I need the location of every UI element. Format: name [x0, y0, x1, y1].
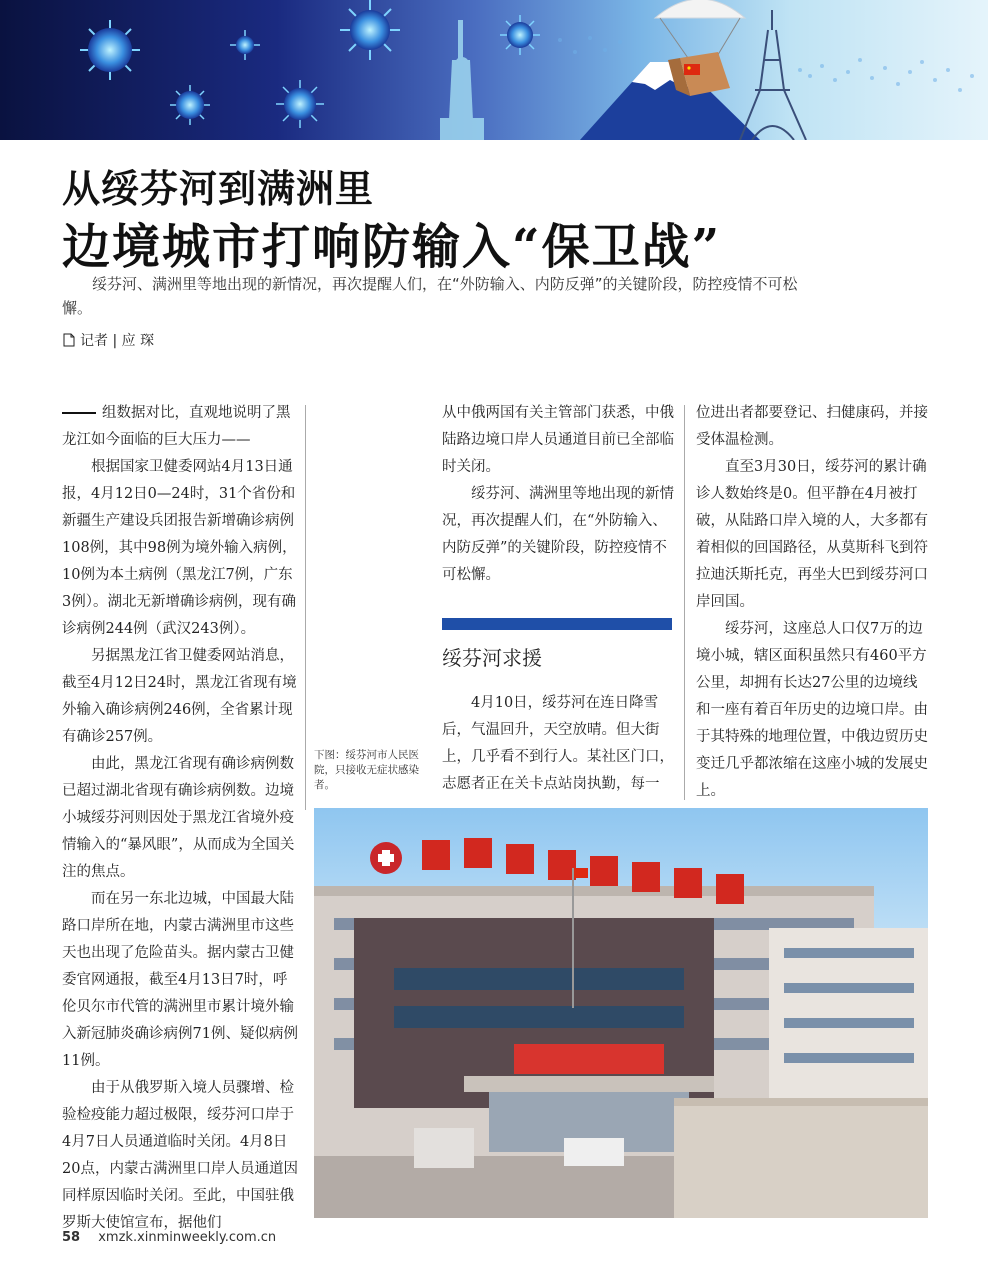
statue-of-liberty-icon: [440, 20, 484, 140]
article-column-2: [442, 400, 674, 589]
paragraph: 4月10日，绥芬河在连日降雪后，气温回升，天空放晴。但大街上，几乎看不到行人。某社区门口，志愿者正在关卡点站岗执勤，每一: [442, 695, 674, 792]
page-number: 58: [62, 1230, 81, 1245]
photo-caption: 下图：绥芬河市人民医院，只接收无症状感染者。: [314, 749, 419, 791]
section-title: 绥芬河求援: [442, 646, 542, 670]
page-footer: [62, 1230, 276, 1245]
footer-url: xmzk.xinminweekly.com.cn: [98, 1230, 277, 1245]
hospital-illustration: [314, 808, 928, 1218]
drop-rule: [62, 412, 96, 414]
article-column-2-continued: [442, 690, 674, 798]
paragraph: 组数据对比，直观地说明了黑龙江如今面临的巨大压力——: [62, 405, 291, 448]
byline: [62, 330, 154, 350]
banner-illustration: [0, 0, 988, 140]
paragraph: 绥芬河，这座总人口仅7万的边境小城，辖区面积虽然只有460平方公里，却拥有长达27公里的边境线和一座有着百年历史的边境口岸。由于其特殊的地理位置，中俄边贸历史变迁几乎都浓缩在这座小城的发展史上。: [696, 621, 928, 799]
article-column-3: [696, 400, 928, 805]
paragraph: 直至3月30日，绥芬河的累计确诊人数始终是0。但平静在4月被打破，从陆路口岸入境的人，大多都有着相似的回国路径，从莫斯科飞到符拉迪沃斯托克，再坐大巴到绥芬河口岸回国。: [696, 459, 928, 610]
eiffel-tower-icon: [740, 10, 806, 140]
article-title-line-2: 边境城市打响防输入“保卫战”: [62, 219, 722, 275]
paragraph: 另据黑龙江省卫健委网站消息，截至4月12日24时，黑龙江省现有境外输入确诊病例246例，全省累计现有确诊257例。: [62, 648, 297, 745]
column-divider: [305, 405, 306, 810]
paragraph: 根据国家卫健委网站4月13日通报，4月12日0—24时，31个省份和新疆生产建设兵团报告新增确诊病例108例，其中98例为境外输入病例，10例为本土病例（黑龙江7例，广东3例）。湖北无新增确诊病例，现有确诊病例244例（武汉243例）。: [62, 459, 297, 637]
article-title-line-1: 从绥芬河到满洲里: [62, 166, 375, 211]
paragraph: 位进出者都要登记、扫健康码，并接受体温检测。: [696, 405, 928, 448]
paragraph: 从中俄两国有关主管部门获悉，中俄陆路边境口岸人员通道目前已全部临时关闭。: [442, 405, 674, 475]
section-bar: [442, 618, 672, 630]
paragraph: 由此，黑龙江省现有确诊病例数已超过湖北省现有确诊病例数。边境小城绥芬河则因处于黑龙江省境外疫情输入的“暴风眼”，从而成为全国关注的焦点。: [62, 756, 295, 880]
article-lead: [62, 272, 802, 320]
paragraph: 由于从俄罗斯入境人员骤增、检验检疫能力超过极限，绥芬河口岸于4月7日人员通道临时关闭。4月8日20点，内蒙古满洲里口岸人员通道因同样原因临时关闭。至此，中国驻俄罗斯大使馆宣布，据他们: [62, 1080, 298, 1231]
hospital-photo: [314, 808, 928, 1218]
lead-paragraph: 绥芬河、满洲里等地出现的新情况，再次提醒人们，在“外防输入、内防反弹”的关键阶段，防控疫情不可松懈。: [62, 275, 798, 317]
mount-fuji-icon: [580, 62, 760, 140]
byline-text: 记者 | 应 琛: [80, 333, 155, 349]
paragraph: 绥芬河、满洲里等地出现的新情况，再次提醒人们，在“外防输入、内防反弹”的关键阶段，防控疫情不可松懈。: [442, 486, 674, 583]
article-column-1: [62, 400, 298, 1237]
column-divider: [684, 405, 685, 800]
pen-icon: [62, 332, 76, 348]
header-banner: [0, 0, 988, 140]
paragraph: 而在另一东北边城，中国最大陆路口岸所在地，内蒙古满洲里市这些天也出现了危险苗头。据内蒙古卫健委官网通报，截至4月13日7时，呼伦贝尔市代管的满洲里市累计境外输入新冠肺炎确诊病例71例、疑似病例11例。: [62, 891, 298, 1069]
